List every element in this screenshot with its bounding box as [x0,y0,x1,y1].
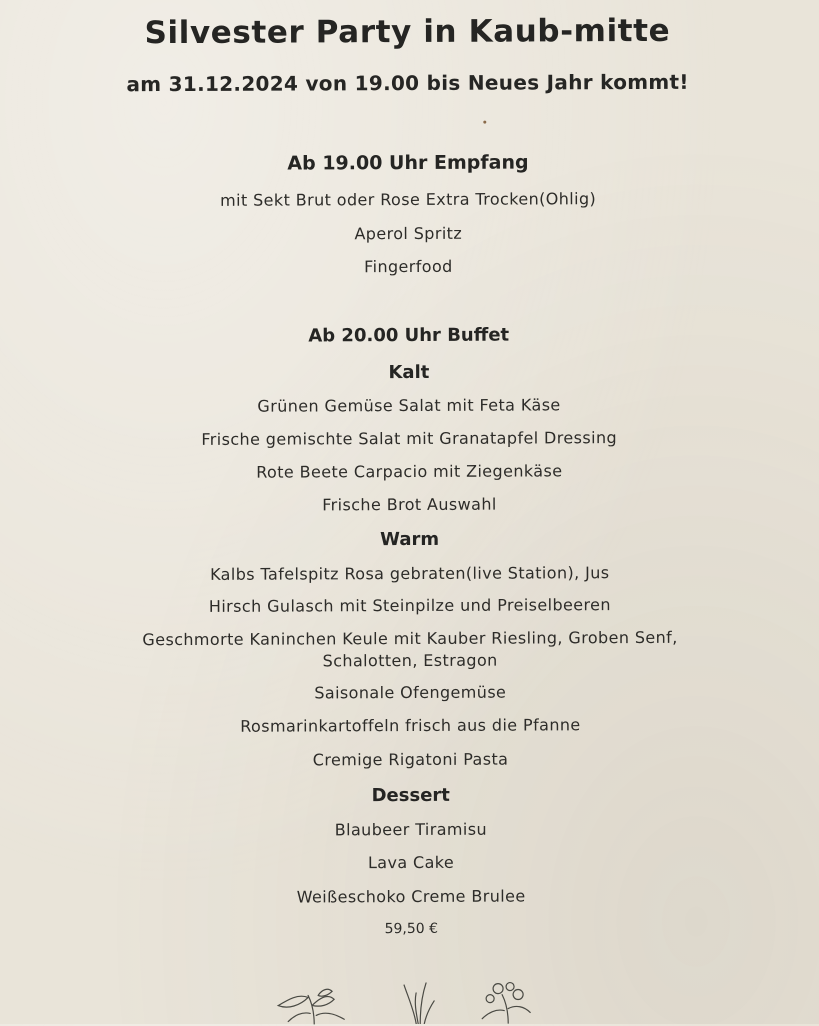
cold-item: Rote Beete Carpacio mit Ziegenkäse [256,461,563,482]
herb-sprig-icon [278,989,344,1024]
price: 59,50 € [384,920,439,938]
floral-decoration [2,973,819,1026]
dessert-item: Weißeschoko Creme Brulee [296,886,526,907]
cold-item: Frische Brot Auswahl [322,494,497,515]
reception-heading: Ab 19.00 Uhr Empfang [287,151,529,175]
dessert-item: Blaubeer Tiramisu [334,819,488,840]
dessert-item: Lava Cake [367,852,455,873]
reception-item: Fingerfood [364,256,453,277]
grass-sprig-icon [404,983,434,1024]
warm-item: Cremige Rigatoni Pasta [312,749,509,770]
warm-item: Hirsch Gulasch mit Steinpilze und Preiselbeeren [208,595,611,616]
page-title: Silvester Party in Kaub-mitte [144,12,671,52]
cold-heading: Kalt [388,361,430,384]
warm-item: Rosmarinkartoffeln frisch aus die Pfanne [240,715,581,736]
buffet-heading: Ab 20.00 Uhr Buffet [308,324,510,347]
cold-item: Grünen Gemüse Salat mit Feta Käse [257,395,561,416]
warm-heading: Warm [380,528,440,551]
warm-item: Saisonale Ofengemüse [314,682,507,703]
warm-item: Kalbs Tafelspitz Rosa gebraten(live Station), Jus [210,563,610,584]
reception-item: mit Sekt Brut oder Rose Extra Trocken(Ohlig) [220,189,597,210]
paper-speck [483,121,486,124]
reception-item: Aperol Spritz [354,223,463,244]
flower-sprig-icon [482,982,530,1023]
dessert-heading: Dessert [371,784,450,807]
warm-item: Schalotten, Estragon [322,650,498,671]
warm-item: Geschmorte Kaninchen Keule mit Kauber Riesling, Groben Senf, [142,627,678,650]
cold-item: Frische gemischte Salat mit Granatapfel Dressing [201,428,618,449]
event-date-subtitle: am 31.12.2024 von 19.00 bis Neues Jahr kommt! [126,69,689,97]
